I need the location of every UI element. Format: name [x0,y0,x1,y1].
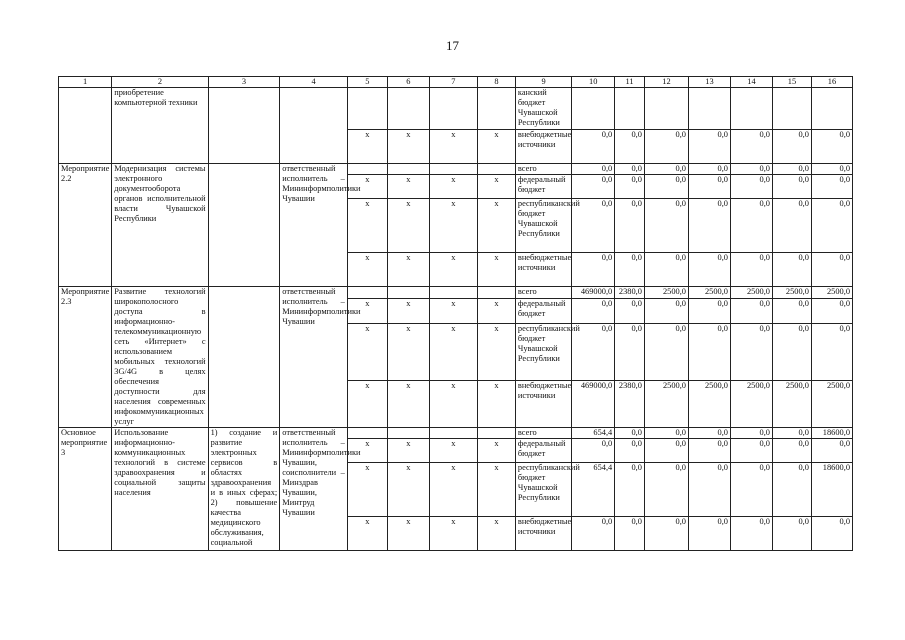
value-cell: 0,0 [772,439,811,463]
funding-source: всего [515,428,571,439]
value-cell: 0,0 [730,130,772,164]
code-cell: х [477,298,515,323]
event-label: Основное мероприятие 3 [59,428,112,551]
table-row [59,428,853,439]
column-number: 11 [615,77,645,88]
code-cell: х [387,324,429,381]
value-cell: 0,0 [644,199,688,253]
code-cell [429,164,477,175]
value-cell: 0,0 [572,130,615,164]
value-cell: 0,0 [688,175,730,199]
value-cell: 2500,0 [688,287,730,299]
code-cell [347,88,387,130]
value-cell: 0,0 [615,298,645,323]
value-cell: 0,0 [730,164,772,175]
value-cell: 0,0 [644,517,688,551]
value-cell: 0,0 [730,298,772,323]
column-number: 7 [429,77,477,88]
column-number: 1 [59,77,112,88]
value-cell: 2500,0 [644,381,688,428]
value-cell: 0,0 [811,130,852,164]
funding-source: всего [515,164,571,175]
event-label: Мероприятие 2.2 [59,164,112,287]
column-number: 15 [772,77,811,88]
value-cell [615,88,645,130]
budget-table [58,76,853,551]
event-name: приобретение компьютерной техники [112,88,208,164]
code-cell: х [429,199,477,253]
column-number: 2 [112,77,208,88]
value-cell: 2500,0 [772,381,811,428]
code-cell: х [477,463,515,517]
event-result: 1) создание и развитие электронных сервисов в областях здравоохранения и в иных сферах; 2) повышение качества медицинского обслуживания, социальной [208,428,280,551]
value-cell: 0,0 [772,517,811,551]
value-cell: 0,0 [730,253,772,287]
value-cell: 0,0 [772,463,811,517]
value-cell: 0,0 [615,517,645,551]
value-cell: 0,0 [730,517,772,551]
code-cell: х [429,439,477,463]
code-cell: х [477,324,515,381]
value-cell: 0,0 [572,199,615,253]
value-cell: 0,0 [688,199,730,253]
column-number: 5 [347,77,387,88]
value-cell: 0,0 [688,324,730,381]
value-cell: 0,0 [572,253,615,287]
value-cell: 0,0 [811,199,852,253]
code-cell: х [477,517,515,551]
value-cell: 18600,0 [811,463,852,517]
funding-source: внебюджетные источники [515,381,571,428]
value-cell: 0,0 [615,324,645,381]
value-cell: 2500,0 [811,287,852,299]
event-result [208,88,280,164]
column-number: 9 [515,77,571,88]
code-cell [477,164,515,175]
value-cell: 0,0 [644,324,688,381]
funding-source: внебюджетные источники [515,130,571,164]
code-cell: х [477,439,515,463]
code-cell [429,287,477,299]
code-cell: х [387,298,429,323]
value-cell: 2500,0 [730,287,772,299]
value-cell [644,88,688,130]
code-cell: х [347,130,387,164]
value-cell: 0,0 [688,517,730,551]
value-cell: 0,0 [688,428,730,439]
code-cell: х [429,381,477,428]
code-cell [387,164,429,175]
code-cell: х [429,253,477,287]
code-cell [429,428,477,439]
value-cell: 0,0 [730,199,772,253]
column-number: 12 [644,77,688,88]
code-cell: х [477,253,515,287]
value-cell: 0,0 [730,175,772,199]
code-cell: х [347,324,387,381]
code-cell: х [477,130,515,164]
value-cell: 0,0 [615,175,645,199]
event-name: Модернизация системы электронного документооборота органов исполнительной власти Чувашской Республики [112,164,208,287]
code-cell: х [347,199,387,253]
code-cell: х [347,517,387,551]
code-cell [387,287,429,299]
code-cell: х [429,324,477,381]
value-cell: 0,0 [772,164,811,175]
code-cell: х [429,130,477,164]
code-cell [347,428,387,439]
value-cell: 0,0 [688,164,730,175]
code-cell: х [347,298,387,323]
value-cell: 0,0 [615,164,645,175]
header-row [59,77,853,88]
code-cell: х [477,381,515,428]
table-row [59,164,853,175]
value-cell: 0,0 [644,175,688,199]
event-label: Мероприятие 2.3 [59,287,112,428]
value-cell: 2500,0 [644,287,688,299]
funding-source: республиканский бюджет Чувашской Республики [515,463,571,517]
value-cell: 0,0 [730,463,772,517]
value-cell: 0,0 [644,130,688,164]
column-number: 10 [572,77,615,88]
funding-source: всего [515,287,571,299]
value-cell: 18600,0 [811,428,852,439]
event-result [208,287,280,428]
event-executor: ответственный исполнитель – Мининформполитики Чувашии [280,287,348,428]
value-cell: 0,0 [644,164,688,175]
value-cell: 0,0 [572,175,615,199]
value-cell: 469000,0 [572,381,615,428]
code-cell: х [387,463,429,517]
value-cell [688,88,730,130]
value-cell: 2380,0 [615,287,645,299]
value-cell: 0,0 [688,298,730,323]
value-cell: 0,0 [772,428,811,439]
code-cell: х [477,199,515,253]
code-cell [429,88,477,130]
column-number: 13 [688,77,730,88]
value-cell: 0,0 [615,463,645,517]
value-cell: 0,0 [615,253,645,287]
code-cell [477,88,515,130]
value-cell [811,88,852,130]
event-executor: ответственный исполнитель – Мининформполитики Чувашии [280,164,348,287]
code-cell [387,428,429,439]
value-cell: 0,0 [772,298,811,323]
value-cell: 469000,0 [572,287,615,299]
code-cell: х [387,199,429,253]
value-cell: 0,0 [644,253,688,287]
value-cell: 0,0 [730,428,772,439]
code-cell: х [387,130,429,164]
value-cell: 0,0 [772,324,811,381]
value-cell: 2500,0 [730,381,772,428]
code-cell: х [429,463,477,517]
value-cell: 0,0 [572,324,615,381]
value-cell: 0,0 [615,130,645,164]
value-cell: 0,0 [644,428,688,439]
value-cell: 0,0 [772,175,811,199]
value-cell: 0,0 [811,253,852,287]
value-cell [772,88,811,130]
funding-source: внебюджетные источники [515,517,571,551]
value-cell: 0,0 [772,253,811,287]
value-cell: 0,0 [644,463,688,517]
column-number: 8 [477,77,515,88]
value-cell: 0,0 [688,130,730,164]
value-cell: 654,4 [572,463,615,517]
value-cell: 0,0 [772,199,811,253]
value-cell: 0,0 [772,130,811,164]
value-cell: 0,0 [572,298,615,323]
value-cell: 0,0 [615,428,645,439]
value-cell: 0,0 [615,199,645,253]
code-cell: х [387,517,429,551]
column-number: 3 [208,77,280,88]
value-cell: 0,0 [811,324,852,381]
event-result [208,164,280,287]
code-cell: х [387,175,429,199]
code-cell: х [477,175,515,199]
event-executor [280,88,348,164]
value-cell: 0,0 [644,298,688,323]
code-cell [387,88,429,130]
code-cell: х [429,298,477,323]
code-cell: х [347,253,387,287]
value-cell: 0,0 [730,439,772,463]
code-cell [477,428,515,439]
value-cell: 2500,0 [811,381,852,428]
value-cell [572,88,615,130]
value-cell: 0,0 [811,439,852,463]
value-cell: 0,0 [811,298,852,323]
value-cell: 0,0 [688,439,730,463]
value-cell: 2500,0 [772,287,811,299]
code-cell [347,164,387,175]
code-cell: х [347,175,387,199]
value-cell: 0,0 [811,517,852,551]
value-cell: 0,0 [644,439,688,463]
code-cell [477,287,515,299]
code-cell [347,287,387,299]
event-executor: ответственный исполнитель – Мининформполитики Чувашии, соисполнители – Минздрав Чувашии, Минтруд Чувашии [280,428,348,551]
code-cell: х [347,381,387,428]
event-name: Использование информационно-коммуникационных технологий в системе здравоохранения и социальной защиты населения [112,428,208,551]
value-cell: 0,0 [811,175,852,199]
code-cell: х [387,439,429,463]
event-label [59,88,112,164]
funding-source: республиканский бюджет Чувашской Республики [515,199,571,253]
column-number: 14 [730,77,772,88]
table-row [59,88,853,130]
funding-source: федеральный бюджет [515,439,571,463]
code-cell: х [429,175,477,199]
funding-source: канский бюджет Чувашской Республики [515,88,571,130]
funding-source: внебюджетные источники [515,253,571,287]
code-cell: х [347,439,387,463]
event-name: Развитие технологий широкополосного доступа в информационно-телекоммуникационную сеть «Интернет» с использованием мобильных технологий 3G/4G в целях обеспечения доступности для населения современных инфокоммуникационных услуг [112,287,208,428]
value-cell: 0,0 [572,439,615,463]
code-cell: х [387,381,429,428]
value-cell: 0,0 [572,517,615,551]
funding-source: федеральный бюджет [515,298,571,323]
value-cell: 2500,0 [688,381,730,428]
code-cell: х [347,463,387,517]
page-number: 17 [446,38,459,53]
column-number: 6 [387,77,429,88]
code-cell: х [429,517,477,551]
value-cell [730,88,772,130]
value-cell: 0,0 [572,164,615,175]
funding-source: федеральный бюджет [515,175,571,199]
value-cell: 654,4 [572,428,615,439]
value-cell: 0,0 [811,164,852,175]
value-cell: 2380,0 [615,381,645,428]
value-cell: 0,0 [688,463,730,517]
column-number: 16 [811,77,852,88]
table-row [59,287,853,299]
value-cell: 0,0 [615,439,645,463]
value-cell: 0,0 [730,324,772,381]
funding-source: республиканский бюджет Чувашской Республики [515,324,571,381]
column-number: 4 [280,77,348,88]
code-cell: х [387,253,429,287]
value-cell: 0,0 [688,253,730,287]
